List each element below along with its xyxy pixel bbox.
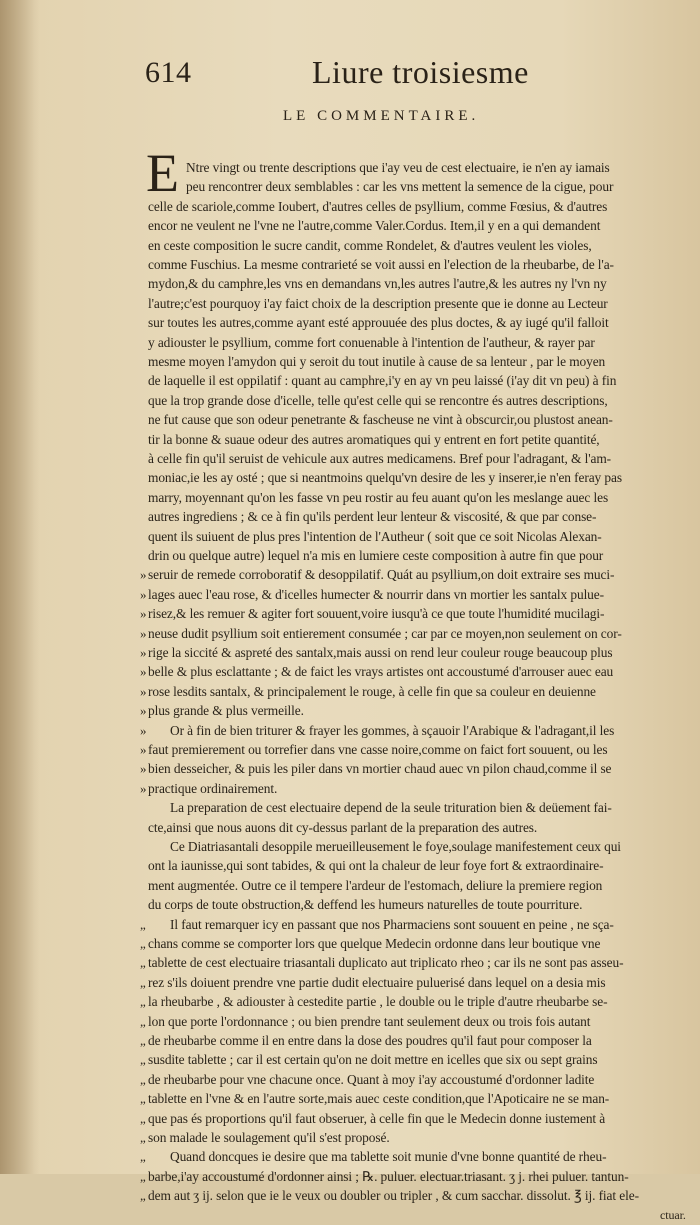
page-header	[0, 52, 700, 102]
text-line: plus grande & plus vermeille.	[148, 703, 304, 719]
margin-quote-mark: »	[140, 645, 147, 660]
text-line: encor ne veulent ne l'vne ne l'autre,comme Valer.Cordus. Item,il y en a qui demandent	[148, 218, 601, 234]
text-line: mesme moyen l'amydon qui y seroit du tout inutile à cause de sa lenteur , par le moyen	[148, 354, 606, 369]
text-line: ctuar.	[660, 1207, 686, 1222]
text-line: susdite tablette ; car il est certain qu'on ne doit mettre en icelles que six ou sept grains	[148, 1052, 598, 1068]
text-line: rige la siccité & aspreté des santalx,mais aussi on rend leur couleur rouge beaucoup plus	[148, 645, 613, 660]
text-line: de laquelle il est oppilatif : quant au camphre,i'y en ay vn peu laissé (i'ay dit vn peu) à fin	[148, 373, 617, 389]
margin-quote-mark: „	[140, 1168, 146, 1184]
text-line: cte,ainsi que nous auons dit cy-dessus parlant de la preparation des autres.	[148, 819, 538, 835]
margin-quote-mark: »	[140, 780, 147, 796]
margin-quote-mark: „	[140, 994, 146, 1010]
margin-quote-mark: „	[140, 1091, 146, 1107]
text-line: practique ordinairement.	[148, 780, 278, 796]
margin-quote-mark: »	[140, 606, 147, 622]
text-line: marry, moyennant qu'on les fasse vn peu rostir au feu auant qu'on les meslange auec les	[148, 489, 609, 505]
text-line: comme Fuschius. La mesme contrarieté se voit aussi en l'election de la rheubarbe, de l'a-	[148, 257, 614, 272]
text-line: tir la bonne & suaue odeur des autres aromatiques qui y entrent en fort petite quantité,	[148, 431, 600, 447]
text-line: faut premierement ou torrefier dans vne casse noire,comme on faict fort souuent, ou les	[148, 742, 608, 757]
text-line: lages auec l'eau rose, & d'icelles humecter & nourrir dans vn mortier les santalx pulue-	[148, 586, 604, 602]
text-line: moniac,ie les ay osté ; que si neantmoins quelqu'vn desire de les y inserer,ie n'en feray pas	[148, 470, 622, 486]
text-line: rose lesdits santalx, & principalement le rouge, à celle fin que sa couleur en deuienne	[148, 683, 596, 699]
running-title: Liure troisiesme	[312, 54, 529, 90]
section-title: LE COMMENTAIRE.	[283, 108, 480, 124]
text-line: Or à fin de bien triturer & frayer les gommes, à sçauoir l'Arabique & l'adragant,il les	[170, 722, 615, 738]
margin-quote-mark: „	[140, 1071, 146, 1087]
margin-quote-mark: „	[140, 1033, 146, 1048]
text-line: La preparation de cest electuaire depend de la seule trituration bien & deüement fai-	[170, 800, 612, 816]
text-line: l'autre;c'est pourquoy i'ay faict choix de la description presente que ie donne au Lecteur	[148, 295, 608, 311]
margin-quote-mark: »	[140, 722, 147, 738]
text-line: peu rencontrer deux semblables : car les vns mettent la semence de la cigue, pour	[186, 179, 614, 195]
margin-quote-mark: »	[140, 683, 147, 699]
margin-quote-mark: „	[140, 1013, 146, 1029]
text-line: de rheubarbe pour vne chacune once. Quant à moy i'ay accoustumé d'ordonner ladite	[148, 1071, 595, 1087]
text-line: lon que porte l'ordonnance ; ou bien prendre tant seulement deux ou trois fois autant	[148, 1013, 591, 1029]
margin-quote-mark: »	[140, 742, 147, 757]
text-line: belle & plus esclattante ; & de faict les vrays artistes ont accoustumé d'arrouser auec eau	[148, 664, 614, 680]
text-line: la rheubarbe , & adiouster à cestedite partie , le double ou le triple d'autre rheubarbe se-	[148, 994, 608, 1010]
text-line: quent ils suiuent de plus pres l'intention de l'Autheur ( soit que ce soit Nicolas Alexan-	[148, 528, 602, 544]
text-line: dem aut ʒ ij. selon que ie le veux ou doubler ou tripler , & cum sacchar. dissolut. ℥ ij. fiat ele-	[148, 1188, 639, 1204]
margin-quote-mark: „	[140, 1052, 146, 1068]
drop-cap: E	[146, 143, 179, 203]
margin-quote-mark: „	[140, 916, 146, 932]
margin-quote-mark: „	[140, 1149, 146, 1165]
text-line: y adiouster le psyllium, comme fort conuenable à l'intention de l'autheur, & rayer par	[148, 334, 595, 350]
text-line: autres ingrediens ; & ce à fin qu'ils perdent leur lenteur & viscosité, & que par conse-	[148, 509, 597, 525]
margin-quote-mark: „	[140, 955, 146, 971]
margin-quote-mark: „	[140, 974, 146, 990]
page-spine-shadow	[0, 0, 40, 1174]
margin-quote-mark: „	[140, 1130, 146, 1145]
text-line: Ce Diatriasantali desoppile merueilleusement le foye,soulage manifestement ceux qui	[170, 839, 621, 854]
text-line: en ceste composition le sucre candit, comme Rondelet, & d'autres veulent les violes,	[148, 237, 592, 253]
margin-quote-mark: »	[140, 567, 147, 583]
text-line: ment augmentée. Outre ce il tempere l'ardeur de l'estomach, deliure la premiere region	[148, 877, 603, 893]
margin-quote-mark: »	[140, 703, 147, 719]
text-line: rez s'ils doiuent prendre vne partie dudit electuaire puluerisé dans lequel on a desia mis	[148, 974, 606, 990]
text-line: Ntre vingt ou trente descriptions que i'ay veu de cest electuaire, ie n'en ay iamais	[186, 160, 610, 175]
text-line: de rheubarbe comme il en entre dans la dose des poudres qu'il faut pour composer la	[148, 1033, 592, 1048]
margin-quote-mark: „	[140, 1110, 146, 1126]
text-line: bien desseicher, & puis les piler dans vn mortier chaud auec vn pilon chaud,comme il se	[148, 761, 612, 777]
text-line: Il faut remarquer icy en passant que nos Pharmaciens sont souuent en peine , ne sça-	[170, 916, 614, 932]
text-line: chans comme se comporter lors que quelque Medecin ordonne dans leur boutique vne	[148, 936, 601, 951]
text-line: ne fut cause que son odeur penetrante & fascheuse ne vint à obscurcir,ou plustost anean-	[148, 412, 613, 428]
text-line: que la trop grande dose d'icelle, telle qu'est celle qui se rencontre és autres descriptions,	[148, 392, 608, 408]
text-line: celle de scariole,comme Ioubert, d'autres celles de psyllium, comme Fœsius, & d'autres	[148, 198, 608, 214]
margin-quote-mark: »	[140, 586, 147, 602]
text-line: barbe,i'ay accoustumé d'ordonner ainsi ; ℞. puluer. electuar.triasant. ʒ j. rhei puluer. tantun-	[148, 1168, 629, 1184]
text-line: à celle fin qu'il seruist de vehicule aux autres medicamens. Bref pour l'adragant, & l'am-	[148, 451, 612, 466]
text-line: sur toutes les autres,comme ayant esté approuuée des plus doctes, & ay iugé qu'il falloit	[148, 315, 609, 331]
text-line: tablette de cest electuaire triasantali duplicato aut triplicato rheo ; car ils ne sont pas asseu-	[148, 955, 624, 971]
text-line: du corps de toute obstruction,& deffend les humeurs naturelles de toute pourriture.	[148, 897, 583, 913]
text-line: risez,& les remuer & agiter fort souuent,voire iusqu'à ce que toute l'humidité mucilagi-	[148, 606, 605, 622]
margin-quote-mark: »	[140, 625, 147, 641]
margin-quote-mark: „	[140, 1188, 146, 1204]
text-line: Quand doncques ie desire que ma tablette soit munie d'vne bonne quantité de rheu-	[170, 1149, 607, 1165]
page-number: 614	[145, 56, 192, 89]
text-line: ont la iaunisse,qui sont tabides, & qui ont la chaleur de leur foye fort & extraordinaire-	[148, 858, 604, 874]
text-line: tablette en l'vne & en l'autre sorte,mais auec ceste condition,que l'Apoticaire ne se man-	[148, 1091, 610, 1107]
text-line: son malade le soulagement qu'il s'est proposé.	[148, 1130, 390, 1145]
margin-quote-mark: »	[140, 761, 147, 777]
text-line: drin ou quelque autre) lequel n'a mis en lumiere ceste composition à autre fin que pour	[148, 548, 604, 563]
text-line: seruir de remede corroboratif & desoppilatif. Quát au psyllium,on doit extraire ses muci-	[148, 567, 615, 583]
text-line: neuse dudit psyllium soit entierement consumée ; car par ce moyen,non seulement on cor-	[148, 625, 622, 641]
margin-quote-mark: „	[140, 936, 146, 951]
text-line: que pas és proportions qu'il faut obseruer, à celle fin que le Medecin donne iustement à	[148, 1110, 606, 1126]
margin-quote-mark: »	[140, 664, 147, 680]
text-line: mydon,& du camphre,les vns en demandans vn,les autres l'autre,& les autres ny l'vn ny	[148, 276, 607, 292]
